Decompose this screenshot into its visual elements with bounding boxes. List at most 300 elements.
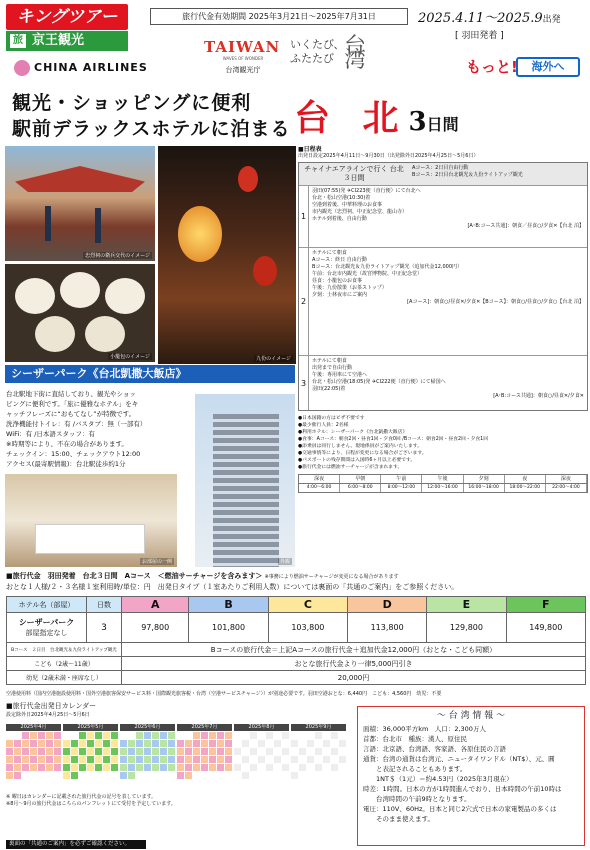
bcourse-label: Bコース ２日目 台北観光＆九份ライトアップ観光 xyxy=(7,643,122,657)
calendar-day xyxy=(209,772,216,779)
calendar-day xyxy=(331,772,338,779)
calendar-day xyxy=(274,748,281,755)
day-line: 出発まで自由行動 xyxy=(312,365,353,371)
info-title: ～ 台 湾 情 報 ～ xyxy=(436,711,506,721)
china-airlines-logo xyxy=(14,60,148,76)
calendar-day xyxy=(282,772,289,779)
calendar-day xyxy=(63,772,70,779)
calendar-day xyxy=(291,764,298,771)
calendar-day xyxy=(299,740,306,747)
taiwan-bureau: 台湾観光庁 xyxy=(225,66,261,74)
type-d: D xyxy=(348,597,427,613)
calendar-day xyxy=(120,756,127,763)
calendar-day xyxy=(144,772,151,779)
photo-jiufen xyxy=(158,146,296,364)
hotel-description xyxy=(6,389,196,469)
calendar-day xyxy=(307,764,314,771)
calendar-day xyxy=(120,740,127,747)
calendar-day xyxy=(209,740,216,747)
calendar-day xyxy=(217,756,224,763)
calendar-day xyxy=(38,732,45,739)
destination-name: 台 北 xyxy=(294,97,409,139)
calendar-day xyxy=(95,764,102,771)
calendar-day xyxy=(193,748,200,755)
info-line: 時差：1時間。日本の方が1時間進んでおり、日本時間の午前10時は xyxy=(363,785,562,793)
calendar-day xyxy=(14,756,21,763)
calendar-day xyxy=(331,756,338,763)
calendar-day xyxy=(63,740,70,747)
course-a: Aコース：2日目自由行動 xyxy=(412,165,469,171)
calendar-day xyxy=(30,772,37,779)
calendar-day xyxy=(54,740,61,747)
day-line: 夕刻：士林夜市にご案内 xyxy=(312,292,368,298)
note-line: ●旅行代金には燃油サーチャージが含まれます。 xyxy=(298,465,403,470)
calendar-day xyxy=(274,764,281,771)
calendar-day xyxy=(46,732,53,739)
calendar-day xyxy=(266,764,273,771)
calendar-day xyxy=(95,756,102,763)
calendar-day xyxy=(6,772,13,779)
calendar-day xyxy=(266,748,273,755)
day-line: 台北・松山空港(10:30)着 xyxy=(312,195,371,201)
info-line: 電圧：110V、60Hz。日本と同じ2穴式で日本の家電製品の多くは xyxy=(363,805,557,813)
calendar-day xyxy=(177,756,184,763)
calendar-day xyxy=(266,740,273,747)
price-title: ■旅行代金 羽田発着 台北３日間 Aコース ＜燃油サーチャージを含みます＞ xyxy=(6,572,263,580)
calendar-day xyxy=(209,756,216,763)
calendar-day xyxy=(71,748,78,755)
calendar-day xyxy=(193,732,200,739)
photo-caption-xlb: 小籠包のイメージ xyxy=(110,354,150,360)
calendar-day xyxy=(339,732,346,739)
calendar-day xyxy=(250,732,257,739)
calendar-month-title: 2025年4月 xyxy=(6,724,61,731)
price-hotel-room: 部屋指定なし xyxy=(25,629,68,637)
note-line: ●添乗員は同行しません。現地係員がご案内いたします。 xyxy=(298,444,423,449)
calendar-day xyxy=(14,772,21,779)
calendar-day xyxy=(128,772,135,779)
hotel-desc-line: 台北駅地下街に直結しており、観光やショッ xyxy=(6,390,136,398)
price-hotel-name: シーザーパーク xyxy=(18,618,75,627)
day-line: Bコース：台北観光＆九份ライトアップ観光（追加代金12,000円） xyxy=(312,264,463,270)
hotel-desc-line: チェックイン：15:00、チェックアウト12:00 xyxy=(6,450,141,458)
calendar-day xyxy=(315,740,322,747)
calendar-day xyxy=(242,764,249,771)
calendar-grid xyxy=(6,732,61,779)
calendar-day xyxy=(299,748,306,755)
price-a: 97,800 xyxy=(122,613,189,643)
calendar-day xyxy=(315,772,322,779)
calendar-day xyxy=(339,740,346,747)
info-line: そのまま使えます。 xyxy=(363,815,434,823)
day-meals: [A･B:コース共通]：朝食／昼食○/夕食✕【台北 泊】 xyxy=(467,223,584,229)
calendar-grid xyxy=(291,732,346,779)
calendar-month-title: 2025年5月 xyxy=(63,724,118,731)
calendar-day xyxy=(30,748,37,755)
price-header xyxy=(6,571,586,592)
calendar-day xyxy=(128,764,135,771)
headline-line-1: 観光・ショッピングに便利 xyxy=(12,92,252,114)
calendar-day xyxy=(152,764,159,771)
calendar-day xyxy=(185,748,192,755)
calendar-day xyxy=(152,740,159,747)
calendar-note: ※8月～9月の旅行代金はこちらのパンフレットにて受付を予定しています。 xyxy=(6,801,176,807)
day-line: ホテル到着後、自由行動 xyxy=(312,216,367,222)
calendar-day xyxy=(177,732,184,739)
time-label: 夕刻 xyxy=(464,475,505,483)
calendar-day xyxy=(299,764,306,771)
time-label: 深夜 xyxy=(299,475,340,483)
price-subtitle: おとな１人様/２・３名様１室利用時/単位：円 出発日タイプ（１室あたりご利用人数）については裏面の「共通のご案内」をご参照ください。 xyxy=(6,583,459,591)
taiwan-info-box xyxy=(357,706,585,846)
calendar-day xyxy=(274,740,281,747)
calendar-day xyxy=(111,772,118,779)
keio-kanko-logo xyxy=(6,31,128,51)
headline-line-2: 駅前デラックスホテルに泊まる xyxy=(12,118,291,140)
calendar-day xyxy=(282,740,289,747)
calendar-day xyxy=(152,732,159,739)
calendar-day xyxy=(95,740,102,747)
calendar-day xyxy=(201,764,208,771)
calendar-day xyxy=(258,772,265,779)
taiwan-tagline: WAVES OF WONDER xyxy=(222,56,264,61)
calendar-day xyxy=(168,756,175,763)
calendar-day xyxy=(242,756,249,763)
calendar-day xyxy=(87,772,94,779)
departure-airport: [ 羽田発着 ] xyxy=(455,31,504,41)
calendar-day xyxy=(323,740,330,747)
calendar-day xyxy=(120,732,127,739)
calendar-day xyxy=(144,764,151,771)
calendar-day xyxy=(225,772,232,779)
calendar-day xyxy=(274,732,281,739)
course-b: Bコース：2日目台北観光＆九份ライトアップ観光 xyxy=(412,172,523,178)
calendar-day xyxy=(185,756,192,763)
day-meals: [A･B:コース共通]：朝食○/昼食✕/夕食✕ xyxy=(493,393,584,399)
calendar-day xyxy=(299,772,306,779)
calendar-day xyxy=(242,772,249,779)
calendar-day xyxy=(339,756,346,763)
period-suffix: 出発 xyxy=(542,15,561,25)
calendar-day xyxy=(339,748,346,755)
time-range: 22:00～4:00 xyxy=(546,484,587,492)
course-title: チャイナエアラインで行く 台北３日間 xyxy=(304,165,404,182)
note-line: ●利用ホテル：シーザーパーク《台北凱撒大飯店》 xyxy=(298,430,408,435)
time-label: 夜 xyxy=(505,475,546,483)
calendar-day xyxy=(79,756,86,763)
calendar-day xyxy=(307,740,314,747)
type-a: A xyxy=(122,597,189,613)
day-line: ホテルにて朝食 xyxy=(312,250,347,256)
day-line: 空港到着後、中華料理のお食事 xyxy=(312,202,383,208)
calendar-day xyxy=(258,764,265,771)
taiwan-tourism-logo xyxy=(204,38,282,75)
calendar-day xyxy=(136,732,143,739)
day-number: 2 xyxy=(299,248,309,355)
calendar-day xyxy=(160,756,167,763)
calendar-day xyxy=(217,772,224,779)
calendar-day xyxy=(225,748,232,755)
calendar-day xyxy=(6,764,13,771)
bcourse-row xyxy=(7,643,586,657)
calendar-day xyxy=(63,764,70,771)
calendar-day xyxy=(128,732,135,739)
calendar-day xyxy=(22,732,29,739)
airline-name: CHINA AIRLINES xyxy=(34,61,148,74)
calendar-day xyxy=(266,732,273,739)
calendar-day xyxy=(225,756,232,763)
calendar-day xyxy=(323,756,330,763)
note-line: ●食事：Aコース：朝食2回・昼食1回・夕食0回 /Bコース：朝食2回・昼食2回・夕食1回 xyxy=(298,437,489,442)
calendar-day xyxy=(339,772,346,779)
calendar-day xyxy=(234,740,241,747)
calendar-day xyxy=(71,756,78,763)
calendar-month-title: 2025年7月 xyxy=(177,724,232,731)
calendar-day xyxy=(128,740,135,747)
col-hotel: ホテル名（部屋） xyxy=(7,597,87,613)
calendar-day xyxy=(144,740,151,747)
calendar-day xyxy=(46,764,53,771)
departure-period xyxy=(418,7,561,26)
calendar-day xyxy=(177,764,184,771)
calendar-day xyxy=(307,772,314,779)
price-days: 3 xyxy=(87,613,122,643)
time-range-legend xyxy=(298,484,588,493)
plum-blossom-icon xyxy=(14,60,30,76)
keio-kanko-label: 京王観光 xyxy=(32,33,85,48)
calendar-day xyxy=(242,748,249,755)
itinerary-table xyxy=(298,162,588,411)
calendar-day xyxy=(38,756,45,763)
calendar-day xyxy=(79,748,86,755)
calendar-day xyxy=(71,772,78,779)
calendar-day xyxy=(307,732,314,739)
airport-fee-note: 空港使用料（国内空港施設使用料・国外空港旅客保安サービス料・国際観光旅客税・台湾（空港サービスチャージ））が別途必要です。羽田空港おとな：6,440円 こども：4,560円 幼児：不要 xyxy=(6,691,442,697)
calendar-day xyxy=(160,740,167,747)
calendar-day xyxy=(250,764,257,771)
itinerary-title: ■日程表 xyxy=(298,146,322,153)
itinerary-day xyxy=(299,248,587,356)
calendar-day xyxy=(185,732,192,739)
photo-caption-exterior: 外観 xyxy=(279,559,290,565)
calendar-day xyxy=(331,764,338,771)
calendar-day xyxy=(30,756,37,763)
calendar-day xyxy=(258,748,265,755)
calendar-day xyxy=(30,764,37,771)
calendar-day xyxy=(6,740,13,747)
time-range: 4:00～6:00 xyxy=(299,484,340,492)
catch-line-1: いくたび、 xyxy=(290,38,345,51)
calendar-day xyxy=(291,740,298,747)
day-line: 羽田(07:55)発 ✈CI223便（直行便）にて台北へ xyxy=(312,188,421,194)
time-range: 6:00～8:00 xyxy=(340,484,381,492)
calendar-day xyxy=(46,740,53,747)
calendar-day xyxy=(209,748,216,755)
calendar-day xyxy=(14,764,21,771)
calendar-day xyxy=(120,764,127,771)
day-meals: [Aコース]：朝食○/昼食✕/夕食✕【Bコース】：朝食○/昼食○/夕食○【台北 泊】 xyxy=(407,299,584,305)
calendar-day xyxy=(209,764,216,771)
calendar-grid xyxy=(234,732,289,779)
info-line: 首都：台北市 種族：漢人、原住民 xyxy=(363,735,467,743)
calendar-day xyxy=(54,764,61,771)
calendar-day xyxy=(168,740,175,747)
calendar-day xyxy=(22,756,29,763)
hotel-desc-line: ピングに便利です。「旅に優雅なホテル」をキ xyxy=(6,400,139,408)
calendar-day xyxy=(225,732,232,739)
calendar-day xyxy=(136,764,143,771)
calendar-day xyxy=(282,748,289,755)
calendar-day xyxy=(120,748,127,755)
calendar-day xyxy=(79,740,86,747)
calendar-day xyxy=(152,748,159,755)
calendar-day xyxy=(331,748,338,755)
itinerary-day xyxy=(299,186,587,248)
footer-note: 裏面の「共通のご案内」を必ずご確認ください。 xyxy=(6,840,146,849)
calendar-day xyxy=(128,748,135,755)
calendar-day xyxy=(331,740,338,747)
calendar-day xyxy=(22,748,29,755)
calendar-day xyxy=(307,756,314,763)
type-b: B xyxy=(189,597,268,613)
price-e: 129,800 xyxy=(427,613,506,643)
calendar-day xyxy=(185,772,192,779)
calendar-day xyxy=(315,748,322,755)
calendar-day xyxy=(274,756,281,763)
calendar-legend xyxy=(6,793,346,807)
calendar-day xyxy=(54,748,61,755)
info-line: 台湾時間の午前9時となります。 xyxy=(363,795,471,803)
calendar-month xyxy=(291,724,346,779)
calendar-day xyxy=(201,740,208,747)
calendar-day xyxy=(22,740,29,747)
destination-days: 3 xyxy=(408,107,427,137)
info-line: 1NT＄（1元）＝約4.53円（2025年3月現在） xyxy=(363,775,513,783)
time-range: 18:00～22:00 xyxy=(505,484,546,492)
calendar-day xyxy=(160,764,167,771)
calendar-day xyxy=(46,748,53,755)
price-d: 113,800 xyxy=(348,613,427,643)
day-line: 市内観光（忠烈祠、中正紀念堂、龍山寺） xyxy=(312,209,408,215)
calendar-day xyxy=(111,740,118,747)
time-label: 午前 xyxy=(381,475,422,483)
calendar-day xyxy=(168,748,175,755)
calendar-day xyxy=(30,732,37,739)
course-header xyxy=(299,163,587,186)
calendar-day xyxy=(87,748,94,755)
price-surcharge-note: ※事務により燃油サーチャージが変更になる場合があります xyxy=(264,574,399,580)
photo-xiaolongbao xyxy=(5,264,155,362)
calendar-day xyxy=(103,732,110,739)
calendar-day xyxy=(315,732,322,739)
day-line: 午後：九份散策（お茶ストップ） xyxy=(312,285,387,291)
info-line: 面積：36,000平方km 人口：2,300万人 xyxy=(363,725,486,733)
calendar-subtitle: 設定除外日2025年4月25日～5月6日 xyxy=(6,712,90,718)
day-line: Aコース：終日 自由行動 xyxy=(312,257,367,263)
child-row xyxy=(7,657,586,671)
time-range: 8:00～12:00 xyxy=(381,484,422,492)
calendar-day xyxy=(177,740,184,747)
calendar-day xyxy=(209,732,216,739)
calendar-header xyxy=(6,702,96,720)
calendar-day xyxy=(274,772,281,779)
calendar-day xyxy=(22,764,29,771)
calendar-day xyxy=(234,756,241,763)
calendar-day xyxy=(291,772,298,779)
catch-taiwan: 台湾 xyxy=(344,34,367,73)
itinerary-section xyxy=(298,146,588,558)
calendar-day xyxy=(152,772,159,779)
calendar-day xyxy=(152,756,159,763)
calendar-day xyxy=(307,748,314,755)
calendar-day xyxy=(103,740,110,747)
calendar-day xyxy=(217,732,224,739)
calendar-day xyxy=(250,748,257,755)
calendar-day xyxy=(95,748,102,755)
motto-text: もっと! xyxy=(466,58,518,76)
calendar-day xyxy=(144,756,151,763)
note-line: ●パスポートの残存期間は入国時6ヶ月以上必要です。 xyxy=(298,458,416,463)
note-line: ●最少催行人員：2名様 xyxy=(298,423,349,428)
time-label: 早朝 xyxy=(340,475,381,483)
infant-text: 20,000円 xyxy=(122,671,586,685)
calendar-day xyxy=(6,756,13,763)
photo-honor-guard xyxy=(5,146,155,261)
calendar-day xyxy=(217,740,224,747)
calendar-day xyxy=(331,732,338,739)
infant-row xyxy=(7,671,586,685)
time-range: 12:00～16:00 xyxy=(422,484,463,492)
calendar-day xyxy=(103,764,110,771)
calendar-day xyxy=(201,772,208,779)
calendar-day xyxy=(95,732,102,739)
child-text: おとな旅行代金より一律5,000円引き xyxy=(122,657,586,671)
calendar-day xyxy=(87,756,94,763)
time-range: 16:00～18:00 xyxy=(464,484,505,492)
hotel-desc-line: ャッチフレーズに“おもてなし”が特徴です。 xyxy=(6,410,136,418)
calendar-day xyxy=(193,740,200,747)
calendar-day xyxy=(120,772,127,779)
calendar-day xyxy=(79,772,86,779)
calendar-day xyxy=(266,772,273,779)
calendar-day xyxy=(136,748,143,755)
calendar-day xyxy=(136,772,143,779)
col-days: 日数 xyxy=(87,597,122,613)
destination-title xyxy=(294,90,459,141)
photo-hotel-room xyxy=(5,474,177,567)
calendar-day xyxy=(79,732,86,739)
calendar-month xyxy=(6,724,61,779)
destination-unit: 日間 xyxy=(426,115,459,134)
calendar-title: ■旅行代金出発日カレンダー xyxy=(6,702,97,710)
calendar-month-title: 2025年6月 xyxy=(120,724,175,731)
calendar-day xyxy=(168,764,175,771)
calendar-day xyxy=(14,748,21,755)
calendar-day xyxy=(6,748,13,755)
calendar-day xyxy=(258,732,265,739)
calendar-day xyxy=(6,732,13,739)
calendar-day xyxy=(38,740,45,747)
calendar-day xyxy=(54,756,61,763)
calendar-day xyxy=(71,764,78,771)
taiwan-catchphrase xyxy=(290,34,367,73)
calendar-day xyxy=(291,756,298,763)
calendar-day xyxy=(144,748,151,755)
calendar-day xyxy=(168,772,175,779)
calendar-day xyxy=(160,772,167,779)
hotel-desc-line: ※時期等により、不在の場合があります。 xyxy=(6,440,128,448)
calendar-day xyxy=(46,756,53,763)
